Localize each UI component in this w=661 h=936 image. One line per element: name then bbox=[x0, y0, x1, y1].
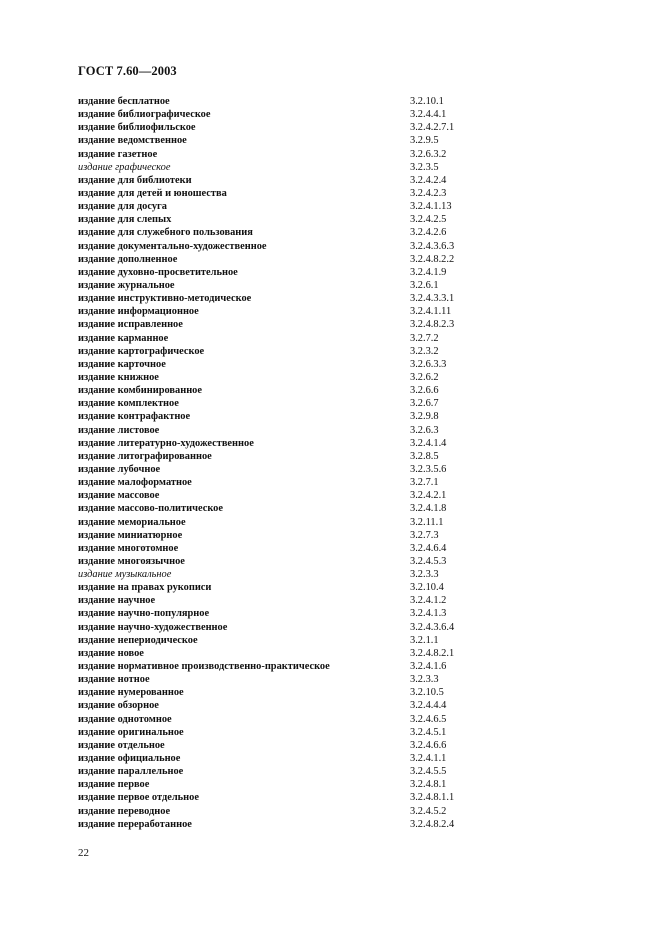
index-term: издание литографированное bbox=[78, 450, 212, 462]
index-entry bbox=[78, 437, 498, 450]
index-entry bbox=[78, 752, 498, 765]
index-entry bbox=[78, 739, 498, 752]
index-reference: 3.2.4.1.6 bbox=[410, 661, 447, 673]
index-entry bbox=[78, 621, 498, 634]
index-entry bbox=[78, 424, 498, 437]
index-reference: 3.2.1.1 bbox=[410, 634, 439, 646]
index-entry bbox=[78, 581, 498, 594]
index-term: издание дополненное bbox=[78, 253, 178, 265]
index-entry bbox=[78, 345, 498, 358]
index-reference: 3.2.4.2.3 bbox=[410, 187, 447, 199]
index-entry bbox=[78, 778, 498, 791]
index-term: издание малоформатное bbox=[78, 477, 192, 489]
page-number: 22 bbox=[78, 847, 89, 859]
index-term: издание музыкальное bbox=[78, 569, 172, 581]
index-entry bbox=[78, 463, 498, 476]
index-entry bbox=[78, 318, 498, 331]
index-reference: 3.2.4.8.2.4 bbox=[410, 818, 455, 830]
index-term: издание на правах рукописи bbox=[78, 582, 212, 594]
index-entry bbox=[78, 529, 498, 542]
index-term: издание карточное bbox=[78, 358, 166, 370]
index-term: издание комбинированное bbox=[78, 385, 202, 397]
index-reference: 3.2.4.4.1 bbox=[410, 109, 447, 121]
index-reference: 3.2.6.3 bbox=[410, 424, 439, 436]
index-reference: 3.2.10.5 bbox=[410, 687, 444, 699]
index-reference: 3.2.4.5.2 bbox=[410, 805, 447, 817]
index-reference: 3.2.6.2 bbox=[410, 371, 439, 383]
index-reference: 3.2.11.1 bbox=[410, 516, 444, 528]
index-entry bbox=[78, 187, 498, 200]
document-header: ГОСТ 7.60—2003 bbox=[78, 64, 177, 78]
index-reference: 3.2.7.2 bbox=[410, 332, 439, 344]
index-entry bbox=[78, 660, 498, 673]
index-reference: 3.2.3.2 bbox=[410, 345, 439, 357]
index-entry bbox=[78, 95, 498, 108]
index-entry bbox=[78, 397, 498, 410]
index-term: издание библиографическое bbox=[78, 109, 211, 121]
index-term: издание миниатюрное bbox=[78, 529, 183, 541]
index-reference: 3.2.6.7 bbox=[410, 398, 439, 410]
index-entry bbox=[78, 213, 498, 226]
index-entry bbox=[78, 673, 498, 686]
index-term: издание для досуга bbox=[78, 201, 167, 213]
index-term: издание параллельное bbox=[78, 766, 184, 778]
index-entry bbox=[78, 568, 498, 581]
index-term: издание картографическое bbox=[78, 345, 205, 357]
index-entry bbox=[78, 634, 498, 647]
index-reference: 3.2.10.1 bbox=[410, 96, 444, 107]
index-reference: 3.2.4.1.3 bbox=[410, 608, 447, 620]
index-entry bbox=[78, 384, 498, 397]
index-reference: 3.2.4.6.4 bbox=[410, 542, 447, 554]
index-term: издание ведомственное bbox=[78, 135, 187, 147]
index-entry bbox=[78, 121, 498, 134]
index-entry bbox=[78, 108, 498, 121]
index-entry bbox=[78, 713, 498, 726]
index-term: издание оригинальное bbox=[78, 726, 184, 738]
index-term: издание научное bbox=[78, 595, 156, 607]
index-reference: 3.2.4.8.1 bbox=[410, 779, 447, 791]
index-entry bbox=[78, 358, 498, 371]
index-term: издание графическое bbox=[78, 161, 171, 173]
index-term: издание исправленное bbox=[78, 319, 183, 331]
index-term: издание документально-художественное bbox=[78, 240, 267, 252]
index-term: издание лубочное bbox=[78, 463, 161, 475]
index-reference: 3.2.4.5.3 bbox=[410, 555, 447, 567]
index-entry bbox=[78, 134, 498, 147]
index-term: издание отдельное bbox=[78, 739, 165, 751]
index-reference: 3.2.6.1 bbox=[410, 279, 439, 291]
index-reference: 3.2.4.2.7.1 bbox=[410, 122, 455, 134]
index-reference: 3.2.4.1.9 bbox=[410, 266, 447, 278]
index-entry bbox=[78, 226, 498, 239]
index-reference: 3.2.7.3 bbox=[410, 529, 439, 541]
index-entry bbox=[78, 791, 498, 804]
index-entry bbox=[78, 607, 498, 620]
index-term: издание духовно-просветительное bbox=[78, 266, 238, 278]
index-reference: 3.2.6.3.3 bbox=[410, 358, 447, 370]
index-reference: 3.2.8.5 bbox=[410, 450, 439, 462]
index-term: издание массовое bbox=[78, 490, 160, 502]
index-term: издание информационное bbox=[78, 306, 199, 318]
index-term: издание научно-художественное bbox=[78, 621, 228, 633]
index-term: издание нотное bbox=[78, 674, 150, 686]
index-term: издание журнальное bbox=[78, 279, 175, 291]
index-entry bbox=[78, 305, 498, 318]
index-term: издание однотомное bbox=[78, 713, 172, 725]
index-entry bbox=[78, 174, 498, 187]
index-term: издание для детей и юношества bbox=[78, 187, 227, 199]
index-term: издание книжное bbox=[78, 371, 159, 383]
index-entry bbox=[78, 699, 498, 712]
index-term: издание нормативное производственно-практическое bbox=[78, 661, 330, 673]
index-entry bbox=[78, 332, 498, 345]
index-reference: 3.2.4.6.5 bbox=[410, 713, 447, 725]
index-term: издание контрафактное bbox=[78, 411, 191, 423]
index-reference: 3.2.4.1.11 bbox=[410, 306, 452, 318]
index-term: издание непериодическое bbox=[78, 634, 198, 646]
index-term: издание для служебного пользования bbox=[78, 227, 253, 239]
index-reference: 3.2.4.2.5 bbox=[410, 214, 447, 226]
index-entry bbox=[78, 594, 498, 607]
index-entry bbox=[78, 647, 498, 660]
index-reference: 3.2.4.1.1 bbox=[410, 753, 447, 765]
index-term: издание литературно-художественное bbox=[78, 437, 254, 449]
index-reference: 3.2.4.3.3.1 bbox=[410, 293, 455, 305]
index-reference: 3.2.4.2.4 bbox=[410, 174, 447, 186]
index-entry bbox=[78, 148, 498, 161]
index-entry bbox=[78, 161, 498, 174]
index-reference: 3.2.4.8.2.1 bbox=[410, 647, 455, 659]
index-entry bbox=[78, 818, 498, 831]
index-reference: 3.2.9.5 bbox=[410, 135, 439, 147]
index-entry bbox=[78, 266, 498, 279]
index-term: издание комплектное bbox=[78, 398, 179, 410]
index-reference: 3.2.4.8.2.2 bbox=[410, 253, 455, 265]
index-entry bbox=[78, 765, 498, 778]
index-term: издание обзорное bbox=[78, 700, 159, 712]
index-entry bbox=[78, 476, 498, 489]
index-term: издание карманное bbox=[78, 332, 169, 344]
index-entry bbox=[78, 371, 498, 384]
index-reference: 3.2.4.2.6 bbox=[410, 227, 447, 239]
index-reference: 3.2.4.2.1 bbox=[410, 490, 447, 502]
index-reference: 3.2.4.6.6 bbox=[410, 739, 447, 751]
index-term: издание нумерованное bbox=[78, 687, 184, 699]
index-entry bbox=[78, 410, 498, 423]
index-reference: 3.2.3.5.6 bbox=[410, 463, 447, 475]
index-reference: 3.2.3.3 bbox=[410, 569, 439, 581]
index-term: издание листовое bbox=[78, 424, 160, 436]
index-reference: 3.2.6.6 bbox=[410, 385, 439, 397]
term-index-list bbox=[78, 95, 498, 831]
index-entry bbox=[78, 450, 498, 463]
index-term: издание инструктивно-методическое bbox=[78, 293, 252, 305]
index-term: издание переводное bbox=[78, 805, 171, 817]
index-entry bbox=[78, 805, 498, 818]
index-term: издание многоязычное bbox=[78, 555, 185, 567]
index-reference: 3.2.4.5.1 bbox=[410, 726, 447, 738]
index-term: издание для библиотеки bbox=[78, 174, 192, 186]
index-reference: 3.2.10.4 bbox=[410, 582, 444, 594]
index-term: издание первое отдельное bbox=[78, 792, 199, 804]
index-reference: 3.2.4.1.8 bbox=[410, 503, 447, 515]
index-entry bbox=[78, 200, 498, 213]
index-reference: 3.2.4.5.5 bbox=[410, 766, 447, 778]
index-reference: 3.2.4.1.13 bbox=[410, 201, 452, 213]
index-entry bbox=[78, 253, 498, 266]
index-entry bbox=[78, 542, 498, 555]
index-term: издание новое bbox=[78, 647, 144, 659]
index-reference: 3.2.4.1.2 bbox=[410, 595, 447, 607]
index-term: издание многотомное bbox=[78, 542, 179, 554]
index-reference: 3.2.4.8.1.1 bbox=[410, 792, 455, 804]
index-entry bbox=[78, 240, 498, 253]
index-term: издание научно-популярное bbox=[78, 608, 210, 620]
index-entry bbox=[78, 516, 498, 529]
index-entry bbox=[78, 686, 498, 699]
index-reference: 3.2.7.1 bbox=[410, 477, 439, 489]
index-reference: 3.2.4.3.6.3 bbox=[410, 240, 455, 252]
index-term: издание мемориальное bbox=[78, 516, 186, 528]
index-reference: 3.2.4.1.4 bbox=[410, 437, 447, 449]
index-term: издание библиофильское bbox=[78, 122, 196, 134]
index-entry bbox=[78, 555, 498, 568]
index-term: издание массово-политическое bbox=[78, 503, 223, 515]
index-term: издание первое bbox=[78, 779, 150, 791]
index-reference: 3.2.4.8.2.3 bbox=[410, 319, 455, 331]
index-reference: 3.2.4.4.4 bbox=[410, 700, 447, 712]
index-entry bbox=[78, 726, 498, 739]
index-term: издание газетное bbox=[78, 148, 158, 160]
index-reference: 3.2.3.5 bbox=[410, 161, 439, 173]
index-entry bbox=[78, 292, 498, 305]
index-entry bbox=[78, 489, 498, 502]
index-term: издание официальное bbox=[78, 753, 181, 765]
index-entry bbox=[78, 502, 498, 515]
index-term: издание для слепых bbox=[78, 214, 172, 226]
index-term: издание переработанное bbox=[78, 818, 192, 830]
index-reference: 3.2.4.3.6.4 bbox=[410, 621, 455, 633]
index-reference: 3.2.3.3 bbox=[410, 674, 439, 686]
index-entry bbox=[78, 279, 498, 292]
index-term: издание бесплатное bbox=[78, 96, 170, 107]
index-reference: 3.2.9.8 bbox=[410, 411, 439, 423]
index-reference: 3.2.6.3.2 bbox=[410, 148, 447, 160]
